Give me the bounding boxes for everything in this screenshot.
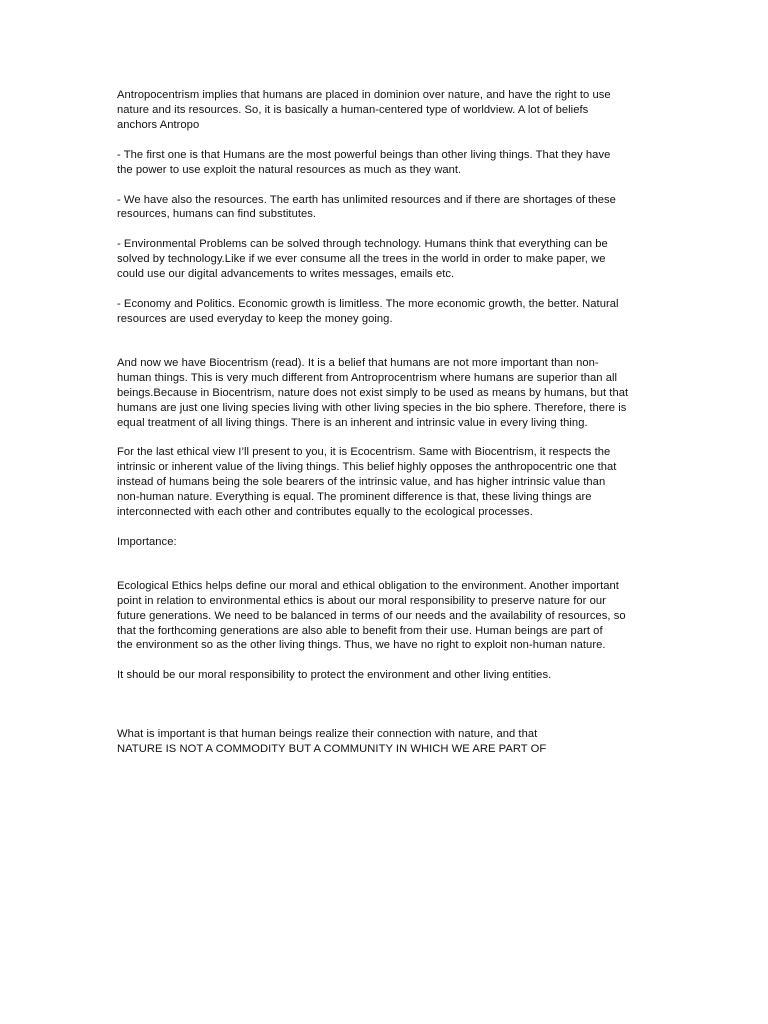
document-body <box>117 88 647 757</box>
paragraph-anthropocentrism-intro: Antropocentrism implies that humans are placed in dominion over nature, and have the right to use nature and its resources. So, it is basically a human-centered type of worldview. A lot of beliefs anchors Antropo <box>117 89 611 131</box>
paragraph-belief-resources: - We have also the resources. The earth has unlimited resources and if there are shortages of these resources, humans can find substitutes. <box>117 193 616 221</box>
paragraph-biocentrism: And now we have Biocentrism (read). It is a belief that humans are not more important than non- human things. This is very much different from Antroprocentrism where humans are superior than all beings.Because in Biocentrism, nature does not exist simply to be used as means by humans, but that humans are just one living species living with other living species in the bio sphere. Therefore, there is equal treatment of all living things. There is an inherent and intrinsic value in every living thing. <box>117 356 629 429</box>
paragraph-spacer <box>117 430 647 445</box>
paragraph-belief-powerful-beings: - The first one is that Humans are the most powerful beings than other living things. That they have the power to use exploit the natural resources as much as they want. <box>117 148 611 176</box>
paragraph-spacer <box>117 178 647 193</box>
paragraph-conclusion: What is important is that human beings realize their connection with nature, and that NATURE IS NOT A COMMODITY BUT A COMMUNITY IN WHICH WE ARE PART OF <box>117 728 547 756</box>
paragraph-spacer <box>117 653 647 668</box>
paragraph-spacer <box>117 550 647 579</box>
paragraph-ecocentrism: For the last ethical view I’ll present to you, it is Ecocentrism. Same with Biocentrism, it respects the intrinsic or inherent value of the living things. This belief highly opposes the anthropocentric one that instead of humans being the sole bearers of the intrinsic value, and has higher intrinsic value than non-human nature. Everything is equal. The prominent difference is that, these living things are interconnected with each other and contributes equally to the ecological processes. <box>117 446 617 519</box>
heading-importance: Importance: <box>117 535 177 548</box>
paragraph-moral-responsibility: It should be our moral responsibility to protect the environment and other living entities. <box>117 669 552 682</box>
paragraph-spacer <box>117 327 647 356</box>
paragraph-belief-economy: - Economy and Politics. Economic growth is limitless. The more economic growth, the better. Natural resources are used everyday to keep the money going. <box>117 298 619 325</box>
paragraph-belief-technology: - Environmental Problems can be solved through technology. Humans think that everything can be solved by technology.Like if we ever consume all the trees in the world in order to make paper, we could use our digital advancements to writes messages, emails etc. <box>117 238 608 281</box>
paragraph-spacer <box>117 222 647 237</box>
paragraph-spacer <box>117 133 647 148</box>
paragraph-spacer <box>117 520 647 535</box>
paragraph-spacer <box>117 683 647 727</box>
paragraph-spacer <box>117 282 647 297</box>
paragraph-ecological-ethics: Ecological Ethics helps define our moral and ethical obligation to the environment. Another important point in relation to environmental ethics is about our moral responsibility to preserve nature for our future generations. We need to be balanced in terms of our needs and the availability of resources, so that the forthcoming generations are also able to benefit from their use. Human beings are part of the environment so as the other living things. Thus, we have no right to exploit non-human nature. <box>117 579 626 652</box>
